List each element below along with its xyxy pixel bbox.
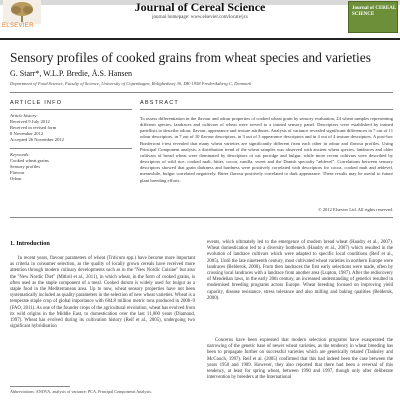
journal-url[interactable]: journal homepage: www.elsevier.com/locate/jcs xyxy=(152,15,248,20)
keywords-rule xyxy=(10,148,132,149)
journal-title: Journal of Cereal Science xyxy=(134,0,266,14)
history-label: Article history: xyxy=(10,113,38,118)
revised-date: 8 November 2012 xyxy=(10,131,44,136)
article-title: Sensory profiles of cooked grains from wheat species and varieties xyxy=(10,50,372,65)
cover-title: Journal of CEREAL SCIENCE xyxy=(352,6,396,17)
revised-label: Received in revised form xyxy=(10,125,57,130)
intro-left-paragraph: In recent years, flavour parameters of wheat (Triticum spp.) have become more important as criteria in consumer selection, as the quality of locally grown cereals have received more attention through modern culinary developments such as in the "New Nordic Cuisine" but also the "New Nordic Diet" (Mithril et al., 2011), in which wheat, in the form of cooked grains, is often used as the staple component of a meal. Cooked durum is widely used for bulgur as a staple food in the Mediterranean area. Up to now, wheat sensory properties have not been systematically included as quality parameters in the selection of new wheat varieties. Wheat is a temperate staple crop of global importance with 684.8 million metric tons produced in 2008–9 (FAO, 2011). As one of the founder crops of the agricultural revolution, wheat has evolved from its wild origins in the Middle East, to domestication over the last 11,000 years (Diamond, 1997). Wheat has evolved during its cultivation history (Reif et al., 2005), undergoing two significant hybridisation xyxy=(10,256,195,330)
keyword-item: Cooked wheat grains xyxy=(10,158,49,163)
section-rule xyxy=(10,92,393,93)
article-info-heading: ARTICLE INFO xyxy=(10,100,63,106)
journal-cover-image xyxy=(348,1,398,33)
accepted-date: Accepted 26 November 2012 xyxy=(10,137,64,142)
article-history xyxy=(10,113,132,143)
keyword-item: Odour xyxy=(10,176,22,181)
footnote-rule xyxy=(10,386,70,387)
received-date: Received 9 July 2012 xyxy=(10,119,50,124)
keywords xyxy=(10,152,132,182)
keyword-item: Sensory profiles xyxy=(10,164,40,169)
section-heading-introduction: 1. Introduction xyxy=(10,240,50,247)
publisher-name: ELSEVIER xyxy=(2,23,34,29)
authors: G. Starr*, W.L.P. Bredie, Å.S. Hansen xyxy=(10,69,132,78)
header-rule xyxy=(0,38,400,40)
keyword-item: Flavour xyxy=(10,170,25,175)
keywords-label: Keywords: xyxy=(10,152,30,157)
abstract-rule xyxy=(140,109,393,110)
affiliation: Department of Food Science, Faculty of Science, University of Copenhagen, Rolighedsvej 30, DK-1958 Frederiksberg C, Denmark xyxy=(10,81,252,86)
intro-right-paragraph-2: Concerns have been expressed that modern selection programs have exasperated the narrowing of the genetic base of newer wheat varieties, as the tendency in wheat breeding has been to propagate further on successful varieties which are genetically related (Tanksley and McCouch, 1997). Reif et al. (2005) confirmed that this had indeed been the case between the years 1950 and 1989. However, they also reported that there had been a reversal of this tendency, at least for spring wheat, between 1990 and 1997, though only after deliberate intervention by breeders at the International xyxy=(207,338,393,381)
info-rule xyxy=(10,109,132,110)
intro-right-paragraph-1: events, which ultimately led to the emergence of modern bread wheat (Haudry et al., 2007). Wheat domestication led to a diversity bottleneck (Haudry et al., 2007) which resulted in the evolution of landrace cultivars which were adapted to specific local conditions (Reif et al., 2005). Until the late nineteenth century, most cultivated wheat varieties in northern Europe were landraces (Belderok, 2000). From then landraces the first early selections were made, often by crossing local landraces with a landrace from another area (Lupton, 1987). After the rediscovery of Mendelian laws, in the early 20th century, an increased understanding of genetics resulted in modernised breeding programs across Europe. Wheat breeding focused on improving yield capacity, disease resistance, stress tolerance and also milling and baking qualities (Belderok, 2000). xyxy=(207,240,393,301)
body-rule xyxy=(10,217,393,218)
copyright: © 2012 Elsevier Ltd. All rights reserved. xyxy=(318,207,393,212)
abbreviations-footnote: Abbreviations: ANOVA, analysis of variance; PCA, Principal Components Analysis. xyxy=(10,389,152,394)
abstract-heading: ABSTRACT xyxy=(140,100,179,106)
abstract-text: To assess differentiation in the flavour and odour properties of cooked wheat grain by sensory evaluation, 24 wheat samples representing different species, landraces and cultivars of wheat were served to a trained sensory panel. Descriptors were established by trained panellists to describe odour, flavour, appearance and texture attributes. Analysis of variance revealed significant differences in 7 out of 11 odour descriptors, in 7 out of 10 flavour descriptors, in 3 out of 3 appearance descriptors and in 4 out of 4 texture descriptors. A post-hoc Bonferroni t-test revealed that many wheat varieties are significantly different from each other in odour and flavour profiles. Using Principal Component analysis, a distribution trend of the wheat samples was observed with ancient wheat species, landraces and older cultivars of bread wheat were dominated by descriptors of oat porridge and bulgur, while more recent cultivars were described by descriptors of wild rice, cooked malt, bitter, cocoa, vanilla, sweet and the Danish specialty "æblevel". Correlations between sensory descriptors showed that grain darkness and hardness were positively correlated with descriptors for cocoa, cooked malt and æblevel, meanwhile, bulgur correlated negatively. Bitter flavour positively correlated to dark appearance. These results may be useful to future plant breeding efforts. xyxy=(140,116,393,183)
